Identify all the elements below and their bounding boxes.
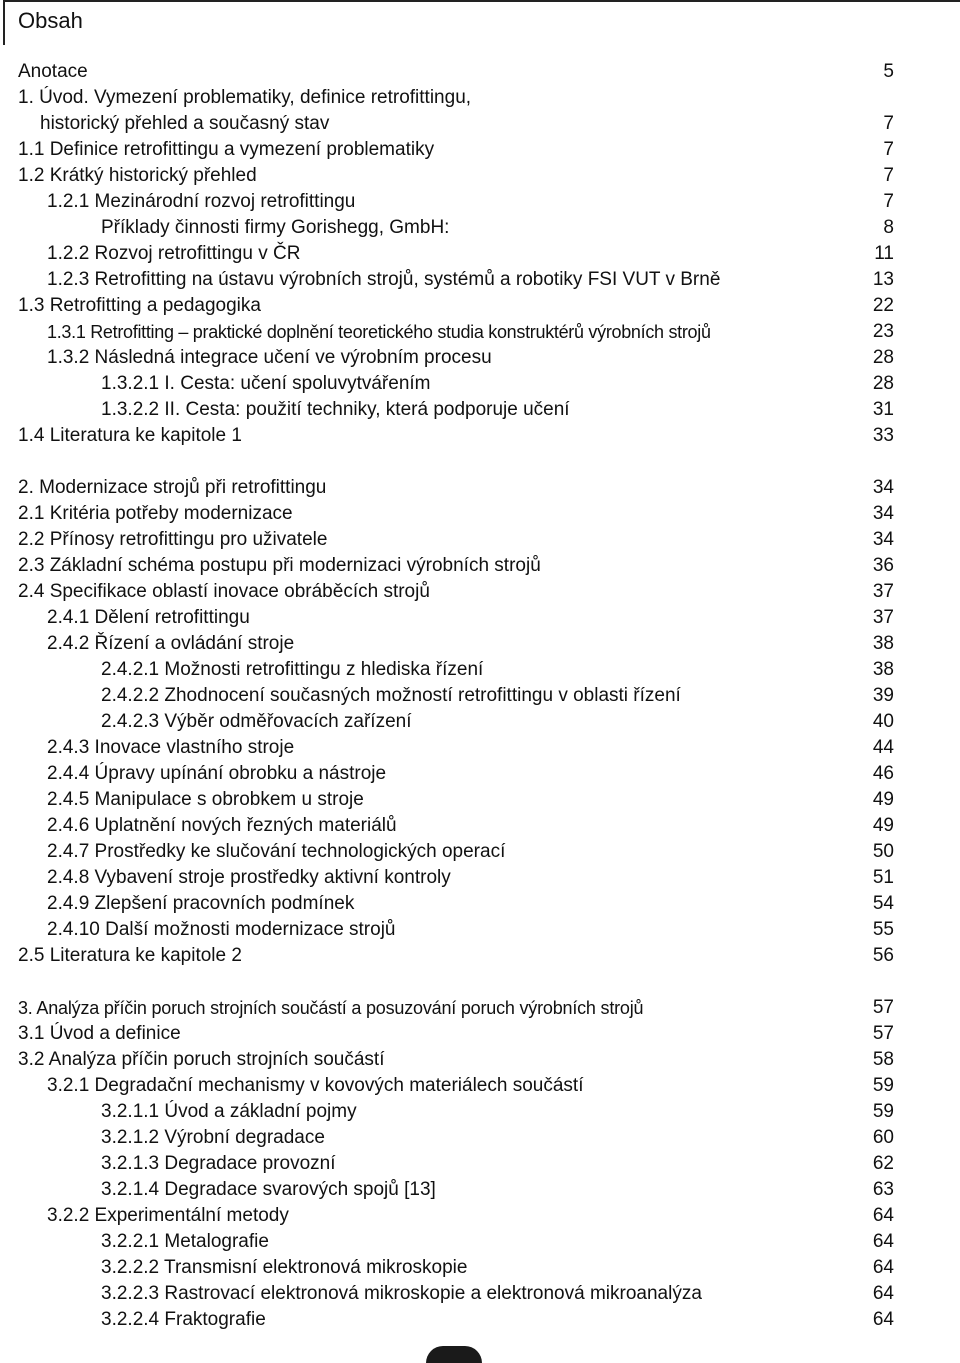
toc-entry[interactable] xyxy=(0,813,960,839)
toc-entry-page: 34 xyxy=(872,503,894,524)
toc-entry-label: 1. Úvod. Vymezení problematiky, definice retrofittingu, xyxy=(18,87,472,108)
toc-entry-page: 38 xyxy=(872,633,894,654)
toc-entry-page: 64 xyxy=(872,1205,894,1226)
toc-entry-label: 3.2.1 Degradační mechanismy v kovových materiálech součástí xyxy=(47,1075,584,1096)
toc-entry-page: 49 xyxy=(872,815,894,836)
toc-entry-page: 44 xyxy=(872,737,894,758)
page-footer-mark xyxy=(426,1346,482,1363)
toc-entry-page: 64 xyxy=(872,1309,894,1330)
toc-entry-label: 1.3.1 Retrofitting – praktické doplnění teoretického studia konstruktérů výrobních strojů xyxy=(47,322,711,342)
toc-entry-page: 7 xyxy=(883,165,894,186)
toc-entry-label: 1.3.2.2 II. Cesta: použití techniky, která podporuje učení xyxy=(101,399,570,420)
toc-entry-page: 28 xyxy=(872,373,894,394)
toc-entry[interactable] xyxy=(0,163,960,189)
toc-entry-page: 54 xyxy=(872,893,894,914)
toc-entry[interactable] xyxy=(0,1255,960,1281)
toc-entry-page: 64 xyxy=(872,1257,894,1278)
toc-entry-page: 50 xyxy=(872,841,894,862)
toc-entry-page: 46 xyxy=(872,763,894,784)
toc-entry[interactable] xyxy=(0,1047,960,1073)
toc-entry-label: 2.1 Kritéria potřeby modernizace xyxy=(18,503,293,524)
toc-entry-page: 38 xyxy=(872,659,894,680)
toc-entry[interactable] xyxy=(0,1281,960,1307)
toc-entry-page: 39 xyxy=(872,685,894,706)
toc-entry[interactable] xyxy=(0,605,960,631)
toc-entry[interactable] xyxy=(0,865,960,891)
toc-entry-page: 7 xyxy=(883,139,894,160)
toc-entry[interactable] xyxy=(0,787,960,813)
toc-entry-page: 63 xyxy=(872,1179,894,1200)
toc-entry-label: 2.3 Základní schéma postupu při modernizaci výrobních strojů xyxy=(18,555,541,576)
toc-entry-page: 57 xyxy=(872,997,894,1018)
toc-entry[interactable] xyxy=(0,371,960,397)
toc-entry-label: Anotace xyxy=(18,61,88,82)
toc-entry[interactable] xyxy=(0,631,960,657)
toc-entry[interactable] xyxy=(0,423,960,449)
toc-entry-label: 2.4.3 Inovace vlastního stroje xyxy=(47,737,295,758)
toc-entry[interactable] xyxy=(0,293,960,319)
toc-entry-page: 37 xyxy=(872,607,894,628)
toc-entry[interactable] xyxy=(0,111,960,137)
toc-entry[interactable] xyxy=(0,683,960,709)
toc-entry[interactable] xyxy=(0,1099,960,1125)
toc-entry-page: 59 xyxy=(872,1075,894,1096)
toc-entry[interactable] xyxy=(0,1229,960,1255)
toc-entry-label: Příklady činnosti firmy Gorishegg, GmbH: xyxy=(101,217,450,238)
toc-entry-page: 37 xyxy=(872,581,894,602)
toc-entry-page: 56 xyxy=(872,945,894,966)
toc-entry-label: 2.4 Specifikace oblastí inovace obráběcích strojů xyxy=(18,581,430,602)
toc-entry[interactable] xyxy=(0,267,960,293)
toc-entry[interactable] xyxy=(0,995,960,1021)
toc-entry-label: 3.2.2.4 Fraktografie xyxy=(101,1309,266,1330)
toc-entry-page: 7 xyxy=(883,191,894,212)
toc-entry-label: 2.4.4 Úpravy upínání obrobku a nástroje xyxy=(47,763,387,784)
toc-entry-label: 3.2.2.3 Rastrovací elektronová mikroskopie a elektronová mikroanalýza xyxy=(101,1283,702,1304)
toc-entry-label: 3.2 Analýza příčin poruch strojních součástí xyxy=(18,1049,385,1070)
toc-entry-page: 34 xyxy=(872,529,894,550)
toc-entry-label: 2.4.9 Zlepšení pracovních podmínek xyxy=(47,893,355,914)
toc-entry[interactable] xyxy=(0,59,960,85)
toc-entry-label: 1.2 Krátký historický přehled xyxy=(18,165,257,186)
toc-entry[interactable] xyxy=(0,1021,960,1047)
toc-entry[interactable] xyxy=(0,1203,960,1229)
toc-entry-label: 1.3 Retrofitting a pedagogika xyxy=(18,295,261,316)
toc-entry[interactable] xyxy=(0,553,960,579)
toc-entry-page: 62 xyxy=(872,1153,894,1174)
toc-entry-page: 51 xyxy=(872,867,894,888)
toc-entry-page: 7 xyxy=(883,113,894,134)
toc-entry-page: 58 xyxy=(872,1049,894,1070)
toc-entry-label: 2.4.6 Uplatnění nových řezných materiálů xyxy=(47,815,397,836)
toc-entry[interactable] xyxy=(0,527,960,553)
toc-entry-page: 22 xyxy=(872,295,894,316)
toc-entry[interactable] xyxy=(0,917,960,943)
toc-entry[interactable] xyxy=(0,189,960,215)
toc-entry-label: 2.4.10 Další možnosti modernizace strojů xyxy=(47,919,396,940)
toc-entry-page: 34 xyxy=(872,477,894,498)
toc-entry[interactable] xyxy=(0,579,960,605)
toc-entry-page: 31 xyxy=(872,399,894,420)
page-title: Obsah xyxy=(18,8,83,33)
frame-left-rule xyxy=(3,0,5,45)
toc-entry-label: 1.3.2.1 I. Cesta: učení spoluvytvářením xyxy=(101,373,431,394)
toc-entry-label: 3.2.2.2 Transmisní elektronová mikroskopie xyxy=(101,1257,468,1278)
toc-entry-page: 55 xyxy=(872,919,894,940)
toc-entry-label: 2.2 Přínosy retrofittingu pro uživatele xyxy=(18,529,328,550)
toc-entry-label: 3.2.1.1 Úvod a základní pojmy xyxy=(101,1101,357,1122)
toc-entry-page: 64 xyxy=(872,1231,894,1252)
toc-entry[interactable] xyxy=(0,709,960,735)
toc-entry-page: 64 xyxy=(872,1283,894,1304)
toc-entry[interactable] xyxy=(0,475,960,501)
toc-entry-page: 49 xyxy=(872,789,894,810)
toc-entry-label: 1.2.2 Rozvoj retrofittingu v ČR xyxy=(47,243,301,264)
toc-entry-label: 2. Modernizace strojů při retrofittingu xyxy=(18,477,327,498)
toc-entry-page: 60 xyxy=(872,1127,894,1148)
toc-entry-page: 33 xyxy=(872,425,894,446)
toc-entry-label: 3.2.1.4 Degradace svarových spojů [13] xyxy=(101,1179,436,1200)
toc-entry-label: 2.4.2.2 Zhodnocení současných možností retrofittingu v oblasti řízení xyxy=(101,685,681,706)
toc-entry[interactable] xyxy=(0,657,960,683)
toc-entry[interactable] xyxy=(0,1125,960,1151)
toc-entry[interactable] xyxy=(0,215,960,241)
toc-entry-label: 3.1 Úvod a definice xyxy=(18,1023,181,1044)
toc-entry[interactable] xyxy=(0,501,960,527)
toc-entry-page: 8 xyxy=(883,217,894,238)
toc-entry-page: 36 xyxy=(872,555,894,576)
toc-entry-label: 1.2.3 Retrofitting na ústavu výrobních strojů, systémů a robotiky FSI VUT v Brně xyxy=(47,269,721,290)
toc-entry[interactable] xyxy=(0,891,960,917)
toc-entry-page: 13 xyxy=(872,269,894,290)
toc-entry[interactable] xyxy=(0,137,960,163)
frame-top-rule xyxy=(3,0,960,2)
toc-entry[interactable] xyxy=(0,735,960,761)
toc-entry[interactable] xyxy=(0,397,960,423)
toc-entry[interactable] xyxy=(0,345,960,371)
toc-entry-page: 28 xyxy=(872,347,894,368)
toc-entry[interactable] xyxy=(0,943,960,969)
toc-entry-label: 2.4.2 Řízení a ovládání stroje xyxy=(47,633,295,654)
toc-entry-label: 3.2.2.1 Metalografie xyxy=(101,1231,269,1252)
toc-entry-page: 23 xyxy=(872,321,894,342)
toc-entry-label: 1.2.1 Mezinárodní rozvoj retrofittingu xyxy=(47,191,356,212)
toc-entry-page: 5 xyxy=(883,61,894,82)
toc-entry-label: 2.4.8 Vybavení stroje prostředky aktivní kontroly xyxy=(47,867,451,888)
toc-entry-label: 1.3.2 Následná integrace učení ve výrobním procesu xyxy=(47,347,492,368)
toc-entry[interactable] xyxy=(0,241,960,267)
toc-entry-page: 59 xyxy=(872,1101,894,1122)
toc-entry-label: 3.2.2 Experimentální metody xyxy=(47,1205,289,1226)
toc-entry-label: historický přehled a současný stav xyxy=(40,113,330,134)
toc-entry-label: 2.4.2.3 Výběr odměřovacích zařízení xyxy=(101,711,412,732)
toc-entry[interactable] xyxy=(0,1177,960,1203)
toc-entry-label: 2.4.1 Dělení retrofittingu xyxy=(47,607,250,628)
toc-entry[interactable] xyxy=(0,1151,960,1177)
toc-entry-label: 3.2.1.3 Degradace provozní xyxy=(101,1153,336,1174)
toc-entry[interactable] xyxy=(0,761,960,787)
toc-entry-page: 57 xyxy=(872,1023,894,1044)
toc-entry-page: 11 xyxy=(874,243,894,264)
toc-entry-label: 2.5 Literatura ke kapitole 2 xyxy=(18,945,242,966)
toc-entry-label: 2.4.7 Prostředky ke slučování technologických operací xyxy=(47,841,506,862)
toc-entry-label: 1.4 Literatura ke kapitole 1 xyxy=(18,425,242,446)
toc-entry-page: 40 xyxy=(872,711,894,732)
toc-entry[interactable] xyxy=(0,85,960,111)
toc-entry[interactable] xyxy=(0,319,960,345)
toc-entry[interactable] xyxy=(0,839,960,865)
toc-entry-label: 1.1 Definice retrofittingu a vymezení problematiky xyxy=(18,139,435,160)
toc-entry-label: 3. Analýza příčin poruch strojních součástí a posuzování poruch výrobních strojů xyxy=(18,998,644,1018)
toc-entry-label: 2.4.2.1 Možnosti retrofittingu z hlediska řízení xyxy=(101,659,484,680)
toc-entry-label: 2.4.5 Manipulace s obrobkem u stroje xyxy=(47,789,364,810)
toc-entry-label: 3.2.1.2 Výrobní degradace xyxy=(101,1127,325,1148)
toc-entry[interactable] xyxy=(0,1073,960,1099)
toc-entry[interactable] xyxy=(0,1307,960,1333)
